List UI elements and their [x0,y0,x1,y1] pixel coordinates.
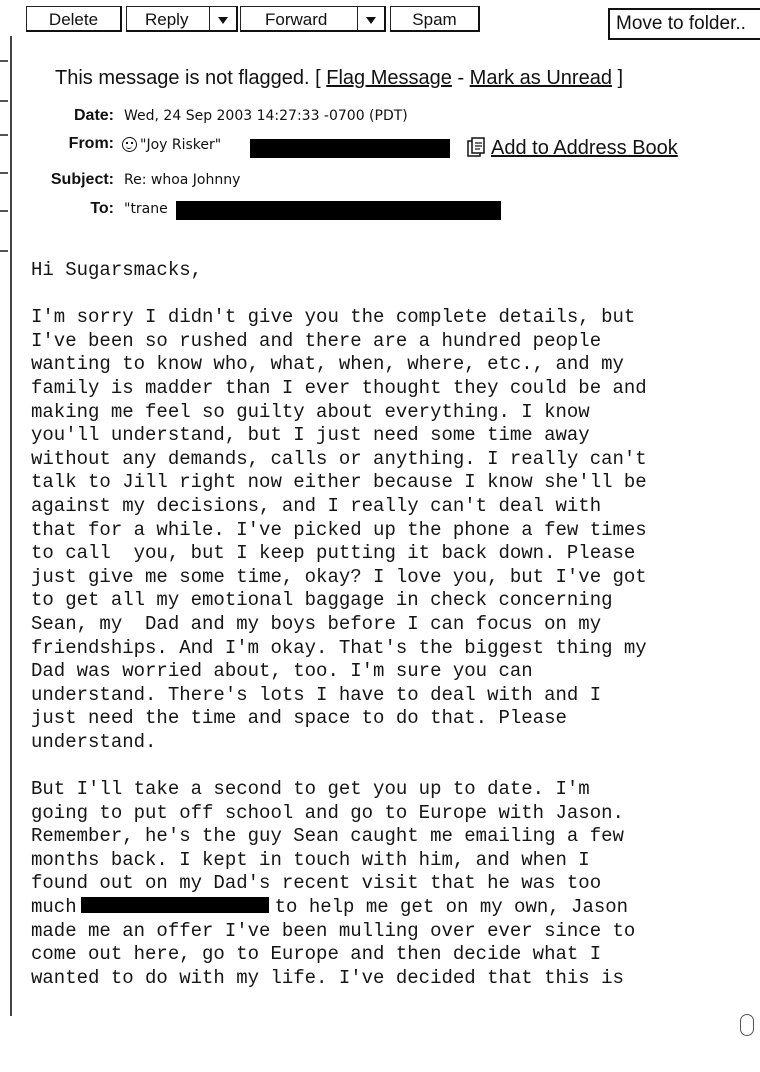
body-line: just need the time and space to do that. Please [31,707,567,730]
mark-as-unread-link[interactable]: Mark as Unread [469,67,612,89]
margin-tick [0,210,8,212]
date-value: Wed, 24 Sep 2003 14:27:33 -0700 (PDT) [124,108,408,124]
flag-message-link[interactable]: Flag Message [326,67,452,89]
body-line: understand. There's lots I have to deal with and I [31,683,602,706]
reply-label: Reply [145,10,189,29]
to-value: "trane [124,201,168,217]
scan-artifact [740,1014,754,1036]
move-to-folder-select[interactable] [608,8,760,40]
body-line: I'm sorry I didn't give you the complete details, but [31,306,636,329]
delete-label: Delete [48,10,99,29]
body-line: come out here, go to Europe and then decide what I [31,943,602,966]
body-line: family is madder than I ever thought they could be and [31,376,647,399]
message-toolbar [0,4,760,40]
redaction-bar [81,897,269,913]
chevron-down-icon [218,17,228,24]
add-to-address-book[interactable] [467,136,678,160]
subject-label: Subject: [50,171,114,188]
flag-separator: - [451,67,470,89]
redacted-line-suffix: to help me get on my own, Jason [274,896,629,919]
from-name: "Joy Risker" [140,137,222,153]
body-line: found out on my Dad's recent visit that he was too [31,872,602,895]
add-to-address-book-link[interactable]: Add to Address Book [491,137,678,159]
contact-status-icon [122,137,137,152]
paragraph-2 [31,778,751,990]
body-line: I've been so rushed and there are a hundred people [31,329,602,352]
body-line: going to put off school and go to Europe with Jason. [31,801,624,824]
delete-button[interactable] [26,6,122,32]
body-line: to call you, but I keep putting it back down. Please [31,542,636,565]
body-line: But I'll take a second to get you up to date. I'm [31,778,590,801]
from-value [122,137,221,153]
reply-options-dropdown[interactable] [209,7,236,30]
body-line: wanting to know who, what, when, where, etc., and my [31,353,624,376]
body-line: that for a while. I've picked up the phone a few times [31,518,647,541]
body-line: months back. I kept in touch with him, and when I [31,848,590,871]
flag-status-text: This message is not flagged. [ [55,67,321,89]
body-line: friendships. And I'm okay. That's the biggest thing my [31,636,647,659]
spam-button[interactable] [390,6,480,32]
to-label: To: [90,200,114,217]
spam-label: Spam [412,10,457,29]
flag-status-bar [55,67,623,90]
body-line: made me an offer I've been mulling over ever since to [31,919,636,942]
body-line: wanted to do with my life. I've decided that this is [31,966,624,989]
body-line: Sean, my Dad and my boys before I can focus on my [31,612,602,635]
subject-value: Re: whoa Johnny [124,172,241,188]
body-line: you'll understand, but I just need some time away [31,424,590,447]
left-border-line [10,36,12,1016]
body-line: making me feel so guilty about everything. I know [31,400,590,423]
body-line: Remember, he's the guy Sean caught me emailing a few [31,825,624,848]
margin-tick [0,60,8,62]
redacted-line-prefix: much [31,896,77,919]
greeting-line: Hi Sugarsmacks, [31,259,203,281]
body-line: just give me some time, okay? I love you, but I've got [31,565,647,588]
redaction-bar [176,201,501,220]
message-body [31,259,751,990]
date-label: Date: [73,107,114,124]
body-line: understand. [31,730,157,753]
redaction-bar [250,139,450,158]
margin-tick [0,100,8,102]
address-book-icon [467,136,487,158]
reply-button[interactable] [126,6,238,32]
body-line: without any demands, calls or anything. I really can't [31,447,647,470]
forward-button[interactable] [240,6,386,32]
chevron-down-icon [366,17,376,24]
body-line: Dad was worried about, too. I'm sure you can [31,660,533,683]
body-line-redacted [31,896,751,920]
margin-tick [0,172,8,174]
forward-options-dropdown[interactable] [357,7,384,30]
body-line: to get all my emotional baggage in check concerning [31,589,613,612]
body-line: talk to Jill right now either because I know she'll be [31,471,647,494]
margin-tick [0,134,8,136]
flag-close-bracket: ] [611,67,624,89]
forward-label: Forward [265,10,328,29]
margin-tick [0,250,8,252]
move-to-folder-label: Move to folder.. [616,13,746,34]
from-label: From: [68,135,114,152]
body-line: against my decisions, and I really can't deal with [31,494,602,517]
paragraph-1 [31,306,751,754]
